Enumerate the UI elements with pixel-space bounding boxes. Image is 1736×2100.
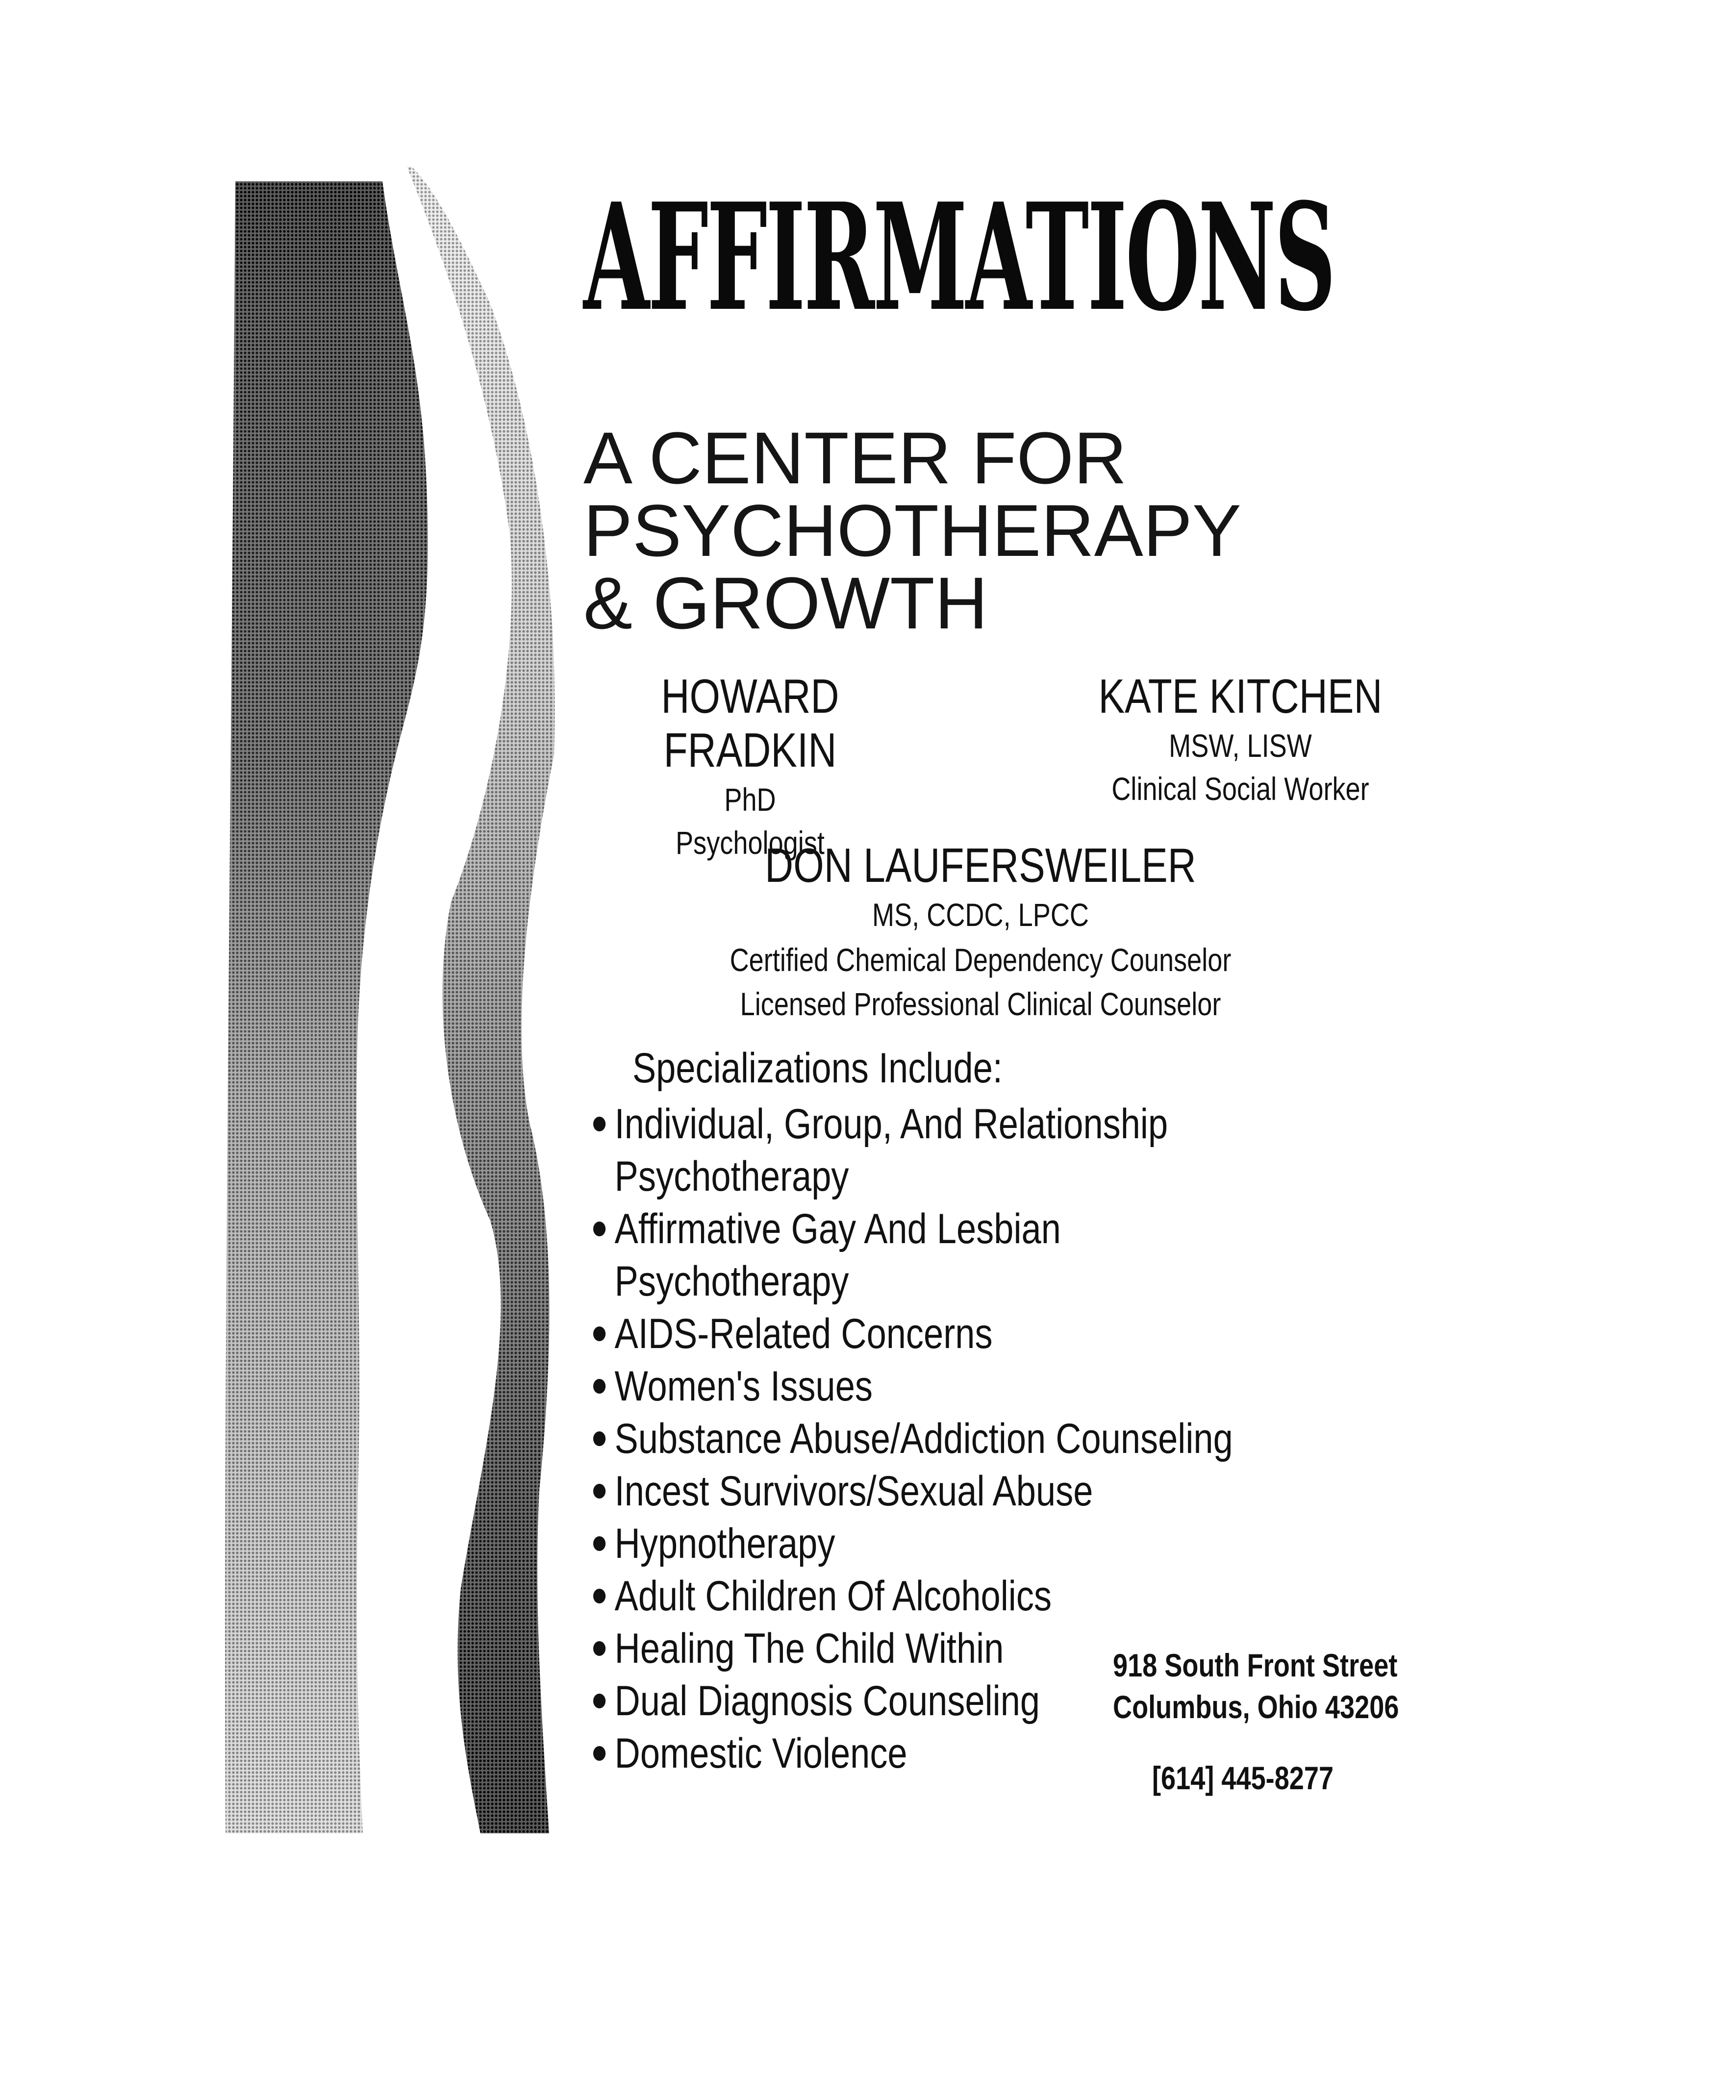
subtitle-line-3: & GROWTH [583, 562, 988, 644]
subtitle-line-1: A CENTER FOR [583, 417, 1127, 499]
address-phone: [614] 445-8277 [1152, 1760, 1334, 1796]
specializations-heading: Specializations Include: [632, 1045, 1003, 1092]
subtitle-line-2: PSYCHOTHERAPY [583, 489, 1241, 572]
staff-fradkin [529, 669, 971, 862]
bullet-icon [593, 1694, 605, 1708]
list-item: AIDS-Related Concerns [593, 1308, 1233, 1360]
staff-name: HOWARD FRADKIN [661, 669, 839, 777]
staff-role: Psychologist [676, 825, 825, 861]
address-city: Columbus, Ohio 43206 [1113, 1689, 1399, 1725]
list-item-continuation: Psychotherapy [614, 1153, 849, 1200]
bullet-icon [593, 1326, 605, 1341]
staff-credentials: PhD [724, 781, 776, 818]
list-item: Domestic Violence [593, 1727, 1233, 1780]
bullet-icon [593, 1536, 605, 1551]
bullet-icon [593, 1589, 605, 1603]
bullet-icon [593, 1641, 605, 1656]
staff-role-1: Certified Chemical Dependency Counselor [730, 942, 1232, 978]
staff-credentials: MS, CCDC, LPCC [872, 897, 1089, 933]
list-item: Incest Survivors/Sexual Abuse [593, 1465, 1233, 1518]
list-item: Individual, Group, And Relationship [593, 1098, 1233, 1150]
bullet-icon [593, 1746, 605, 1761]
staff-credentials: MSW, LISW [1169, 727, 1312, 764]
staff-name: DON LAUFERSWEILER [765, 838, 1196, 892]
bullet-icon [593, 1117, 605, 1131]
staff-kitchen [1020, 669, 1461, 808]
list-item: Healing The Child Within [593, 1623, 1233, 1675]
list-item: Women's Issues [593, 1360, 1233, 1413]
list-item: Substance Abuse/Addiction Counseling [593, 1413, 1233, 1465]
list-item: Affirmative Gay And Lesbian [593, 1203, 1233, 1255]
halftone-wave-art [216, 167, 559, 1843]
bullet-icon [593, 1431, 605, 1446]
logo-title: AFFIRMATIONS [583, 171, 1334, 344]
staff-laufersweiler [613, 838, 1348, 1024]
bullet-icon [593, 1379, 605, 1394]
staff-role-2: Licensed Professional Clinical Counselor [740, 986, 1221, 1022]
staff-name: KATE KITCHEN [1098, 669, 1383, 723]
bullet-icon [593, 1484, 605, 1499]
list-item: Adult Children Of Alcoholics [593, 1570, 1233, 1623]
list-item: Hypnotherapy [593, 1518, 1233, 1570]
list-item: Dual Diagnosis Counseling [593, 1675, 1233, 1727]
staff-role: Clinical Social Worker [1111, 771, 1369, 807]
bullet-icon [593, 1222, 605, 1236]
list-item-continuation: Psychotherapy [614, 1258, 849, 1305]
subtitle [583, 417, 1241, 644]
address-street: 918 South Front Street [1113, 1647, 1398, 1683]
